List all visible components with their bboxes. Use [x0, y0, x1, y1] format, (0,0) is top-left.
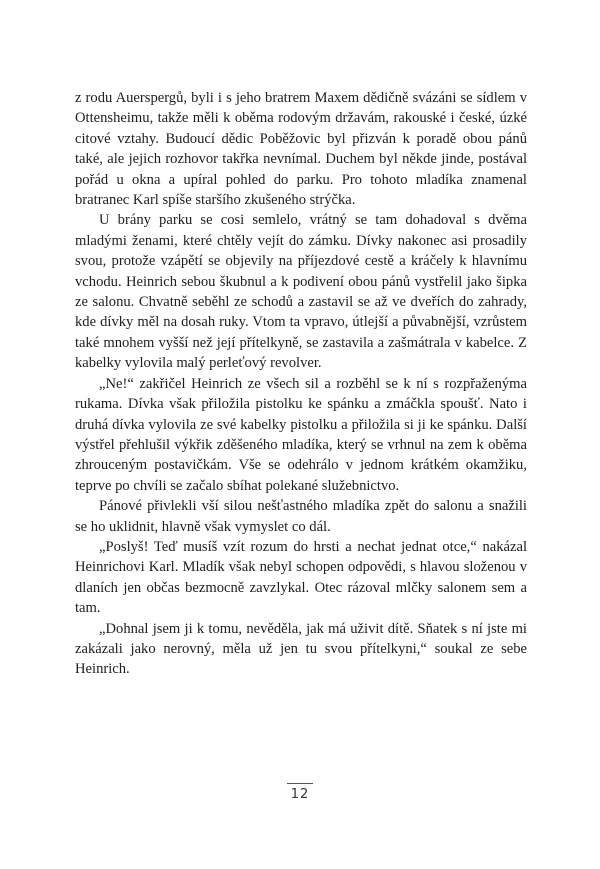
body-text	[75, 88, 527, 680]
paragraph-3: „Ne!“ zakřičel Heinrich ze všech sil a rozběhl se k ní s rozpřaženýma rukama. Dívka však přiložila pistolku ke spánku a zmáčkla spoušť. Nato i druhá dívka vylovila ze své kabelky pistolku a přiložila si ji ke spánku. Další výstřel přehlušil výkřik zděšeného mladíka, který se vrhnul na zem k oběma zhrouceným postavičkám. Vše se odehrálo v jednom krátkém okamžiku, teprve po chvíli se začalo sbíhat polekané služebnictvo.	[75, 375, 527, 494]
paragraph-6: „Dohnal jsem ji k tomu, nevěděla, jak má uživit dítě. Sňatek s ní jste mi zakázali jako nerovný, měla už jen tu svou přítelkyni,“ soukal ze sebe Heinrich.	[75, 620, 527, 678]
paragraph-2: U brány parku se cosi semlelo, vrátný se tam dohadoval s dvěma mladými ženami, které chtěly vejít do zámku. Dívky nakonec asi prosadily svou, protože vzápětí se objevily na příjezdové cestě a kráčely k hlavnímu vchodu. Heinrich sebou škubnul a k podivení obou pánů vystřelil jako šipka ze salonu. Chvatně seběhl ze schodů a zastavil se až ve dveřích do zahrady, kde dívky měl na dosah ruky. Vtom ta vpravo, útlejší a půvabnější, vzrůstem také mnohem vyšší než její přítelkyně, se zastavila a zašmátrala v kabelce. Z kabelky vylovila malý perleťový revolver.	[75, 212, 527, 372]
page-number: 12	[287, 783, 314, 802]
paragraph-4: Pánové přivlekli vší silou nešťastného mladíka zpět do salonu a snažili se ho uklidnit, hlavně však vymyslet co dál.	[75, 498, 527, 535]
paragraph-5: „Poslyš! Teď musíš vzít rozum do hrsti a nechat jednat otce,“ nakázal Heinrichovi Karl. Mladík však nebyl schopen odpovědi, s hlavou složenou v dlaních jen občas bezmocně zavzlykal. Otec rázoval mlčky salonem sem a tam.	[75, 538, 527, 617]
paragraph-1: z rodu Auerspergů, byli i s jeho bratrem Maxem dědičně svázáni se sídlem v Ottensheimu, takže měli k oběma rodovým državám, rakouské i české, úzké citové vztahy. Budoucí dědic Poběžovic byl přizván k poradě obou pánů také, ale jejich rozhovor takřka nevnímal. Duchem byl někde jinde, postával pořád u okna a upíral pohled do parku. Pro tohoto mladíka znamenal bratranec Karl spíše staršího zkušeného strýčka.	[75, 90, 527, 209]
page-number-footer	[0, 783, 600, 802]
